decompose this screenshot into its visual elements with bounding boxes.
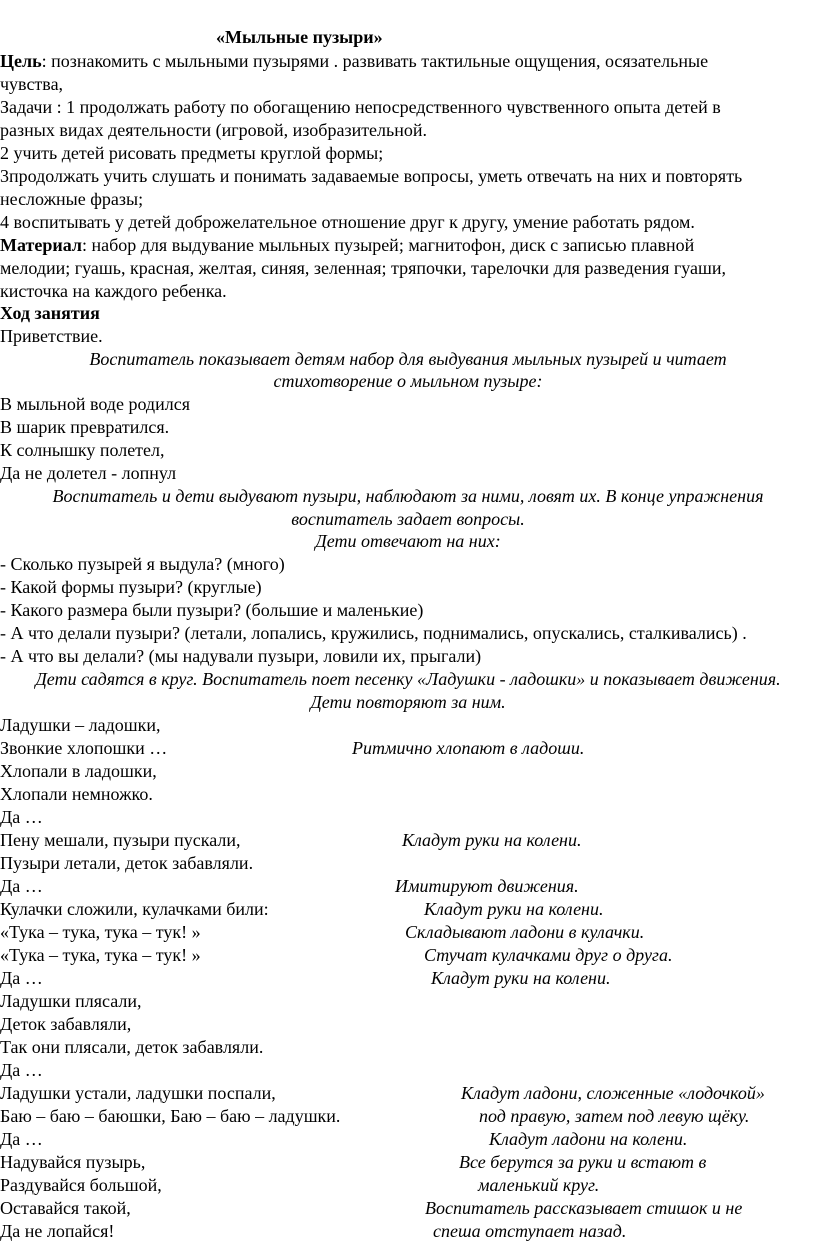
material-line-3: кисточка на каждого ребенка. xyxy=(0,281,227,301)
song-line: Ладушки плясали, xyxy=(0,991,142,1011)
material-line-2: мелодии; гуашь, красная, желтая, синяя, зеленная; тряпочки, тарелочки для разведения гуаши, xyxy=(0,258,727,278)
tasks-line-4: 3продолжать учить слушать и понимать задаваемые вопросы, уметь отвечать на них и повторять xyxy=(0,166,743,186)
tasks-line-3: 2 учить детей рисовать предметы круглой формы; xyxy=(0,143,384,163)
poem-line-2: В шарик превратился. xyxy=(0,417,170,437)
exercise-line-2: воспитатель задает вопросы. xyxy=(291,509,525,529)
goal-line xyxy=(0,50,708,72)
song-intro-line-1: Дети садятся в круг. Воспитатель поет песенку «Ладушки - ладошки» и показывает движения. xyxy=(35,669,781,689)
song-action: Кладут ладони на колени. xyxy=(489,1129,688,1149)
song-line: Хлопали немножко. xyxy=(0,784,153,804)
question-4: - А что делали пузыри? (летали, лопались, кружились, поднимались, опускались, сталкивались) . xyxy=(0,623,747,643)
song-line: Надувайся пузырь, xyxy=(0,1152,146,1172)
poem-line-4: Да не долетел - лопнул xyxy=(0,463,177,483)
question-5: - А что вы делали? (мы надували пузыри, ловили их, прыгали) xyxy=(0,646,482,666)
song-action: Стучат кулачками друг о друга. xyxy=(424,945,673,965)
song-line: Да … xyxy=(0,1129,43,1149)
song-action: маленький круг. xyxy=(478,1175,600,1195)
tasks-line-6: 4 воспитывать у детей доброжелательное отношение друг к другу, умение работать рядом. xyxy=(0,212,695,232)
tasks-line-1: Задачи : 1 продолжать работу по обогащению непосредственного чувственного опыта детей в xyxy=(0,97,721,117)
material-line xyxy=(0,234,694,256)
song-action: Кладут руки на колени. xyxy=(402,830,582,850)
song-line: «Тука – тука, тука – тук! » xyxy=(0,922,201,942)
goal-text-2: чувства, xyxy=(0,74,64,94)
question-3: - Какого размера были пузыри? (большие и маленькие) xyxy=(0,600,424,620)
question-2: - Какой формы пузыри? (круглые) xyxy=(0,577,262,597)
song-action: Все берутся за руки и встают в xyxy=(459,1152,707,1172)
tasks-line-2: разных видах деятельности (игровой, изобразительной. xyxy=(0,120,428,140)
song-line: Да … xyxy=(0,968,43,988)
material-text: : набор для выдувание мыльных пузырей; магнитофон, диск с записью плавной xyxy=(82,235,695,255)
song-action: Кладут руки на колени. xyxy=(431,968,611,988)
song-line: Так они плясали, деток забавляли. xyxy=(0,1037,264,1057)
intro-line-1: Воспитатель показывает детям набор для выдувания мыльных пузырей и читает xyxy=(89,349,727,369)
song-line: Баю – баю – баюшки, Баю – баю – ладушки. xyxy=(0,1106,341,1126)
song-line: Ладушки устали, ладушки поспали, xyxy=(0,1083,276,1103)
exercise-line-3: Дети отвечают на них: xyxy=(315,531,501,551)
song-line: Звонкие хлопошки … xyxy=(0,738,168,758)
song-line: Да … xyxy=(0,876,43,896)
poem-line-3: К солнышку полетел, xyxy=(0,440,165,460)
song-action: Кладут руки на колени. xyxy=(424,899,604,919)
song-line: Пузыри летали, деток забавляли. xyxy=(0,853,254,873)
song-line: Оставайся такой, xyxy=(0,1198,131,1218)
song-line: Ладушки – ладошки, xyxy=(0,715,161,735)
poem-line-1: В мыльной воде родился xyxy=(0,394,190,414)
song-action: Воспитатель рассказывает стишок и не xyxy=(425,1198,743,1218)
song-action: под правую, затем под левую щёку. xyxy=(479,1106,750,1126)
tasks-line-5: несложные фразы; xyxy=(0,189,144,209)
exercise-line-1: Воспитатель и дети выдувают пузыри, наблюдают за ними, ловят их. В конце упражнения xyxy=(52,486,764,506)
song-line: «Тука – тука, тука – тук! » xyxy=(0,945,201,965)
song-line: Да … xyxy=(0,1060,43,1080)
song-action: Кладут ладони, сложенные «лодочкой» xyxy=(461,1083,765,1103)
song-action: Имитируют движения. xyxy=(395,876,579,896)
song-line: Да не лопайся! xyxy=(0,1221,115,1241)
song-line: Пену мешали, пузыри пускали, xyxy=(0,830,241,850)
song-intro-line-2: Дети повторяют за ним. xyxy=(310,692,506,712)
song-line: Кулачки сложили, кулачками били: xyxy=(0,899,269,919)
song-action: Складывают ладони в кулачки. xyxy=(405,922,645,942)
song-line: Да … xyxy=(0,807,43,827)
song-line: Хлопали в ладошки, xyxy=(0,761,157,781)
material-label: Материал xyxy=(0,235,82,255)
course-heading: Ход занятия xyxy=(0,303,100,323)
song-action: Ритмично хлопают в ладоши. xyxy=(352,738,585,758)
goal-label: Цель xyxy=(0,51,42,71)
goal-text: : познакомить с мыльными пузырями . развивать тактильные ощущения, осязательные xyxy=(41,51,709,71)
greeting: Приветствие. xyxy=(0,326,103,346)
song-line: Деток забавляли, xyxy=(0,1014,132,1034)
document-title: «Мыльные пузыри» xyxy=(216,27,383,47)
question-1: - Сколько пузырей я выдула? (много) xyxy=(0,554,285,574)
intro-line-2: стихотворение о мыльном пузыре: xyxy=(273,371,543,391)
song-line: Раздувайся большой, xyxy=(0,1175,162,1195)
song-action: спеша отступает назад. xyxy=(433,1221,627,1241)
